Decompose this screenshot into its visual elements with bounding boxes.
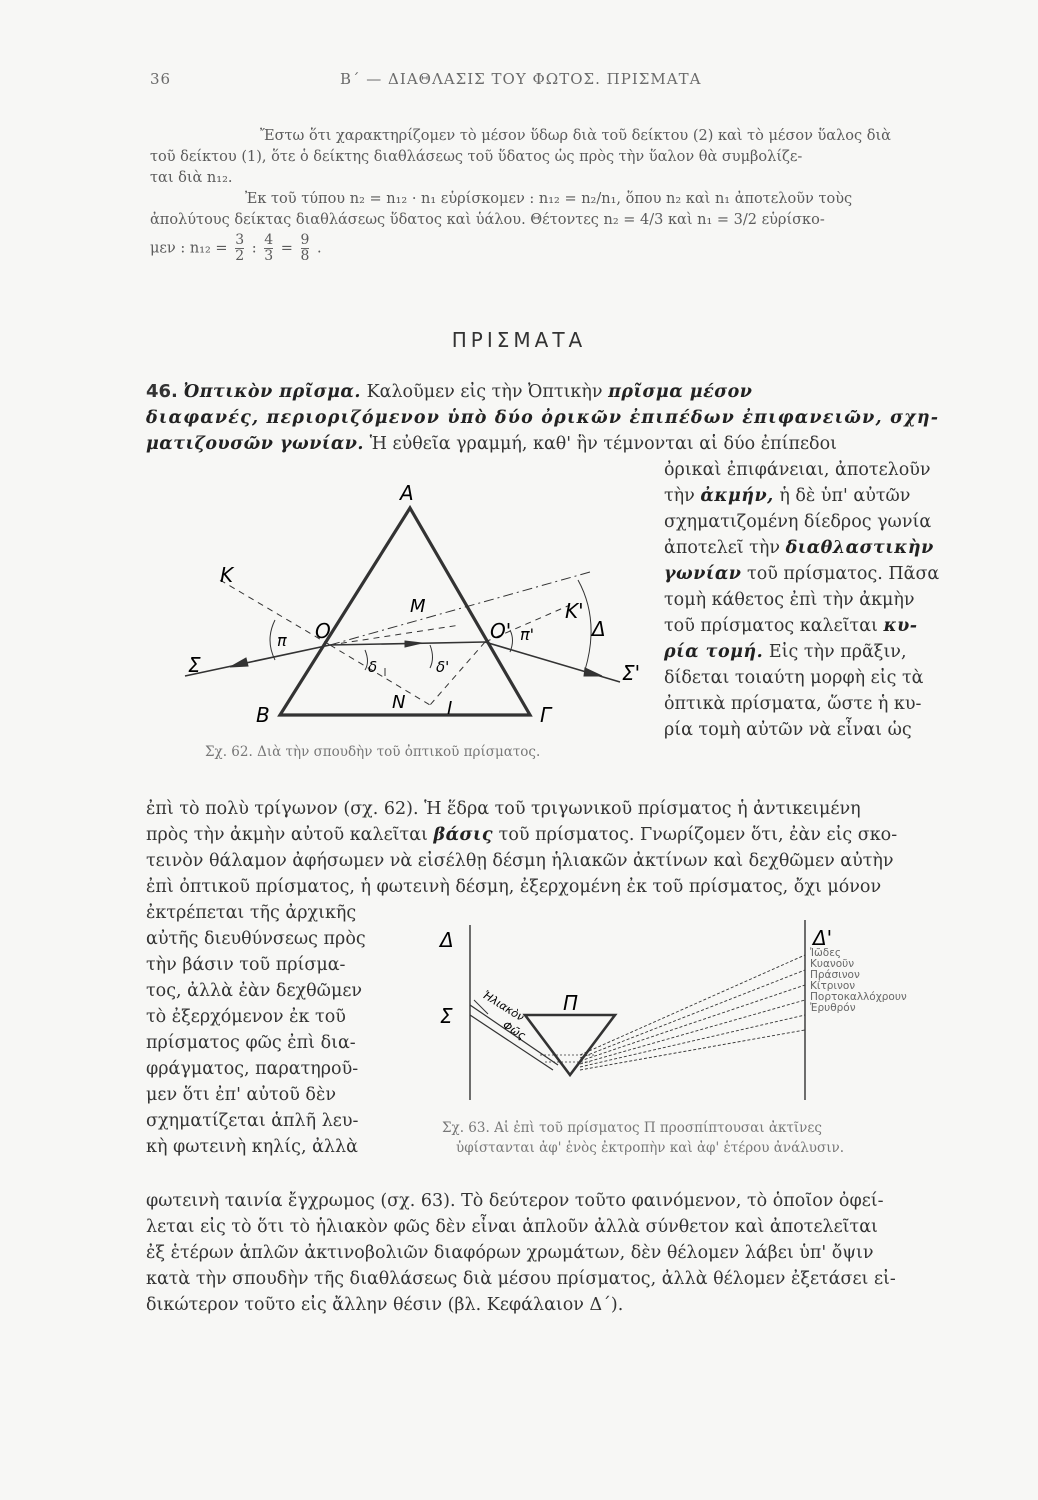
fig63-label: Φῶς (500, 1018, 528, 1043)
para-text: Ἡ εὐθεῖα γραμμή, καθ' ἣν τέμνονται αἱ δύο ἐπίπεδοι (369, 434, 837, 454)
page-number: 36 (150, 70, 172, 88)
fig62-label: K (220, 563, 234, 587)
para-line: ἐπὶ ὀπτικοῦ πρίσματος, ἡ φωτεινὴ δέσμη, ἐξερχομένη ἐκ τοῦ πρίσματος, ὄχι μόνον (146, 877, 882, 897)
fig63-label: Ἡλιακὸν (480, 988, 527, 1024)
para-line: τος, ἀλλὰ ἐὰν δεχθῶμεν (146, 981, 363, 1001)
fig62-label: O' (490, 619, 512, 643)
arrow-icon (584, 668, 602, 676)
para-line (146, 379, 966, 405)
spectrum-color-label: Ἰῶδες (810, 947, 842, 959)
spectrum-color-label: Κυανοῦν (810, 958, 855, 970)
angle-arc (578, 580, 591, 670)
para-text: Εἰς τὴν πρᾶξιν, (768, 642, 907, 662)
para-text: τοῦ πρίσματος. Πᾶσα (747, 564, 940, 584)
para-text: τοῦ πρίσματος. Γνωρίζομεν ὅτι, ἐὰν εἰς σκο- (498, 825, 898, 845)
fig62-label: δ' (436, 658, 450, 676)
fig62-label: O (315, 619, 331, 643)
dispersed-ray (580, 1015, 805, 1067)
fig62-label: K' (565, 599, 584, 623)
para-emphasis: πρῖσμα μέσον (608, 382, 753, 402)
dispersed-ray (580, 1000, 805, 1064)
fig62-label: A (400, 481, 414, 505)
fig62-label: I (447, 698, 453, 719)
para-text: τοῦ πρίσματος καλεῖται (664, 616, 878, 636)
para-line: τὸ ἐξερχόμενον ἐκ τοῦ (146, 1007, 346, 1027)
para-line: τὴν βάσιν τοῦ πρίσμα- (146, 955, 346, 975)
intro-line: ἀπολύτους δείκτας διαθλάσεως ὕδατος καὶ ὑάλου. Θέτοντες n₂ = 4/3 καὶ n₁ = 3/2 εὑρίσκο- (150, 212, 825, 228)
arrow-icon (405, 641, 422, 647)
para46-right-column (664, 457, 984, 743)
para-emphasis: ματιζουσῶν γωνίαν. (146, 434, 365, 454)
para-line: κατὰ τὴν σπουδὴν τῆς διαθλάσεως διὰ μέσου πρίσματος, ἀλλὰ θέλομεν ἐξετάσει εἰ- (146, 1269, 896, 1289)
fig62-label: M (410, 596, 426, 617)
intro-line: Ἔστω ὅτι χαρακτηρίζομεν τὸ μέσον ὕδωρ διὰ τοῦ δείκτου (2) καὶ τὸ μέσον ὕαλος διὰ (260, 128, 891, 144)
spectrum-legend (810, 948, 907, 1014)
para-line: τομὴ κάθετος ἐπὶ τὴν ἀκμὴν (664, 590, 915, 610)
fig62-label: Σ (188, 653, 201, 677)
para-text: τὴν (664, 486, 695, 506)
section-title: ΠΡΙΣΜΑΤΑ (451, 328, 587, 352)
para-line: διαφανές, περιοριζόμενον ὑπὸ δύο ὀρικῶν ἐπιπέδων ἐπιφανειῶν, σχη- (146, 408, 940, 428)
spectrum-color-label: Ἐρυθρόν (810, 1002, 856, 1014)
figure-62-caption: Σχ. 62. Διὰ τὴν σπουδὴν τοῦ ὀπτικοῦ πρίσματος. (205, 744, 541, 760)
para-line: αὐτῆς διευθύνσεως πρὸς (146, 929, 366, 949)
extension-line-dashed (330, 572, 590, 645)
intro-line: ται διὰ n₁₂. (150, 170, 233, 186)
spectrum-color-label: Κίτρινον (810, 980, 856, 992)
fig63-label: Δ (440, 928, 454, 952)
arrow-icon (230, 658, 248, 667)
para-line: σχηματίζεται ἁπλῆ λευ- (146, 1111, 359, 1131)
dispersed-ray (580, 955, 805, 1055)
caption-line: ὑφίστανται ἀφ' ἑνὸς ἐκτροπὴν καὶ ἀφ' ἑτέρου ἀνάλυσιν. (456, 1140, 844, 1156)
para-line: ἐκτρέπεται τῆς ἀρχικῆς (146, 903, 357, 923)
equals-sign: = (280, 240, 293, 257)
para-line: ἐπὶ τὸ πολὺ τρίγωνον (σχ. 62). Ἡ ἕδρα τοῦ τριγωνικοῦ πρίσματος ἡ ἀντικειμένη (146, 799, 861, 819)
para46-left-column (146, 900, 416, 1160)
fig62-label: Δ (592, 617, 606, 641)
para-line: ἐξ ἑτέρων ἁπλῶν ἀκτινοβολιῶν διαφόρων χρωμάτων, δὲν θέλομεν λάβει ὑπ' ὄψιν (146, 1243, 874, 1263)
para-text: Καλοῦμεν εἰς τὴν Ὀπτικὴν (366, 382, 603, 402)
figure-62-prism-diagram (160, 470, 660, 750)
fraction (264, 233, 273, 264)
para-number: 46. (146, 381, 178, 402)
para-emphasis: γωνίαν (664, 564, 742, 584)
para46-top (146, 379, 966, 457)
fig62-label: π' (520, 625, 535, 644)
para-emphasis: κυ- (883, 616, 918, 636)
fig62-label: N (392, 692, 406, 713)
fig62-label: B (256, 703, 270, 727)
para-line (664, 535, 984, 561)
para-line: λεται εἰς τὸ ὅτι τὸ ἡλιακὸν φῶς δὲν εἶναι ἁπλοῦν ἀλλὰ σύνθετον καὶ ἀποτελεῖται (146, 1217, 878, 1237)
intro-line: τοῦ δείκτου (1), ὅτε ὁ δείκτης διαθλάσεως τοῦ ὕδατος ὡς πρὸς τὴν ὕαλον θὰ συμβολίζε- (150, 149, 803, 165)
normal-line-dashed (330, 645, 430, 705)
para-heading: Ὀπτικὸν πρῖσμα. (183, 382, 361, 402)
para-line: δίδεται τοιαύτη μορφὴ εἰς τὰ (664, 668, 924, 688)
para-emphasis: διαθλαστικὴν (785, 538, 934, 558)
para-line (664, 483, 984, 509)
intro-formula (150, 233, 950, 264)
para-line: φωτεινὴ ταινία ἔγχρωμος (σχ. 63). Τὸ δεύτερον τοῦτο φαινόμενον, τὸ ὁποῖον ὀφεί- (146, 1191, 884, 1211)
angle-arc (270, 620, 275, 660)
intro-line: Ἐκ τοῦ τύπου n₂ = n₁₂ · n₁ εὑρίσκομεν : n₁₂ = n₂/n₁, ὅπου n₂ καὶ n₁ ἀποτελοῦν τοὺς (245, 191, 853, 207)
fig62-label: δ (368, 658, 378, 676)
fig63-label: Σ (440, 1004, 453, 1028)
fig63-label: Δ' (813, 926, 833, 950)
para-line (664, 613, 984, 639)
para46-end (146, 1188, 976, 1318)
para-line: ὀπτικὰ πρίσματα, ὥστε ἡ κυ- (664, 694, 922, 714)
fraction (235, 233, 244, 264)
para-emphasis: ρία τομή. (664, 642, 764, 662)
divide-sign: : (251, 240, 257, 257)
prism-triangle (280, 508, 530, 715)
figure-63-caption (442, 1118, 844, 1158)
para-line: φράγματος, παρατηροῦ- (146, 1059, 359, 1079)
caption-line: Σχ. 63. Αἱ ἐπὶ τοῦ πρίσματος Π προσπίπτουσαι ἀκτῖνες (442, 1120, 822, 1136)
para-line: δικώτερον τοῦτο εἰς ἄλλην θέσιν (βλ. Κεφάλαιον Δ΄). (146, 1295, 624, 1315)
numerator: 4 (264, 232, 274, 248)
period: . (317, 240, 322, 257)
para46-middle (146, 796, 976, 900)
para-text: ἡ δὲ ὑπ' αὐτῶν (779, 486, 911, 506)
normal-line-dashed (220, 580, 330, 645)
para-text: πρὸς τὴν ἀκμὴν αὐτοῦ καλεῖται (146, 825, 428, 845)
para-line: μεν ὅτι ἐπ' αὐτοῦ δὲν (146, 1085, 336, 1105)
para-emphasis: βάσις (433, 825, 494, 845)
figure-63-dispersion-diagram (430, 915, 970, 1115)
numerator: 9 (300, 232, 310, 248)
para-line (664, 561, 984, 587)
para-line: σχηματιζομένη δίεδρος γωνία (664, 512, 932, 532)
spectrum-color-label: Πράσινον (810, 969, 860, 981)
para-line (146, 431, 966, 457)
fig62-label: π (277, 631, 287, 650)
para-line: ὀρικαὶ ἐπιφάνειαι, ἀποτελοῦν (664, 460, 931, 480)
running-title: Β΄ — ΔΙΑΘΛΑΣΙΣ ΤΟΥ ΦΩΤΟΣ. ΠΡΙΣΜΑΤΑ (340, 70, 702, 88)
para-emphasis: ἀκμήν, (700, 486, 774, 506)
fig62-label: Γ (540, 703, 552, 727)
para-text: ἀποτελεῖ τὴν (664, 538, 780, 558)
formula-prefix: μεν : n₁₂ = (150, 240, 228, 257)
fraction (301, 233, 310, 264)
para-line: τεινὸν θάλαμον ἀφήσωμεν νὰ εἰσέλθῃ δέσμη ἡλιακῶν ἀκτίνων καὶ δεχθῶμεν αὐτὴν (146, 851, 894, 871)
fig63-label: Π (563, 991, 579, 1015)
denominator: 8 (300, 248, 310, 264)
denominator: 2 (235, 248, 245, 264)
numerator: 3 (235, 232, 245, 248)
spectrum-color-label: Πορτοκαλλόχρουν (810, 991, 907, 1003)
denominator: 3 (264, 248, 274, 264)
para-line: πρίσματος φῶς ἐπὶ δια- (146, 1033, 356, 1053)
fig62-label: Σ' (622, 661, 641, 685)
para-line (664, 639, 984, 665)
intro-block (150, 126, 950, 264)
dashed-line (330, 625, 460, 645)
para-line: κὴ φωτεινὴ κηλίς, ἀλλὰ (146, 1137, 358, 1157)
para-line: ρία τομὴ αὐτῶν νὰ εἶναι ὡς (664, 720, 912, 740)
para-line (146, 822, 976, 848)
angle-arc (430, 645, 433, 668)
